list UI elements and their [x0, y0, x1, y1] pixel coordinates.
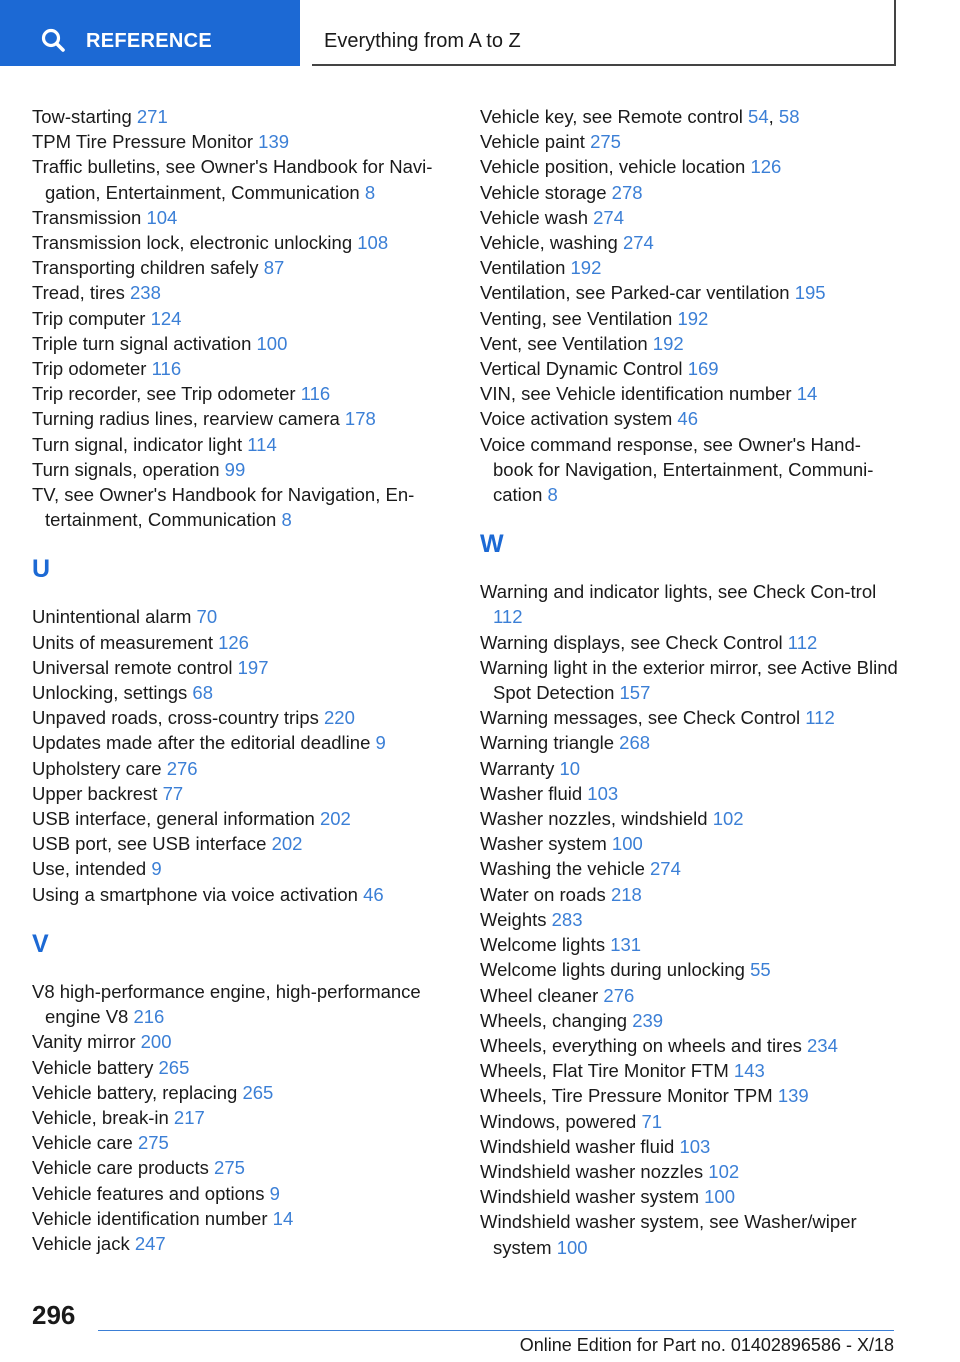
- page-link[interactable]: 202: [271, 833, 303, 855]
- index-entry-term: Warranty: [480, 757, 560, 779]
- index-entry: [480, 1159, 900, 1184]
- index-entry: [480, 1184, 900, 1209]
- index-entry-term: Windshield washer system: [480, 1186, 705, 1208]
- index-entry: [32, 306, 452, 331]
- index-entry: [480, 756, 900, 781]
- index-entry-term: Warning light in the exterior mirror, see Active Blind Spot Detection: [480, 656, 898, 704]
- index-entry: [480, 1209, 900, 1259]
- page-link[interactable]: 100: [556, 1236, 588, 1258]
- index-entry-term: Vertical Dynamic Control: [480, 358, 688, 380]
- page-link[interactable]: 124: [150, 307, 182, 329]
- index-entry: [32, 655, 452, 680]
- reference-tab-label: REFERENCE: [86, 30, 213, 52]
- index-entry: [32, 154, 452, 204]
- page-link[interactable]: 116: [151, 358, 182, 380]
- index-entry-term: Transmission lock, electronic unlocking: [32, 232, 358, 254]
- index-entry-term: Vehicle position, vehicle location: [480, 156, 751, 178]
- index-entry: [480, 983, 900, 1008]
- index-entry-term: Vehicle care products: [32, 1157, 215, 1179]
- index-entry: [480, 856, 900, 881]
- index-entry: [480, 230, 900, 255]
- index-entry-term: Ventilation, see Parked-car ventilation: [480, 282, 795, 304]
- index-entry-term: Trip computer: [32, 307, 151, 329]
- index-entry: [480, 579, 900, 629]
- index-entry-term: Ventilation: [480, 257, 571, 279]
- index-entry: [32, 1155, 452, 1180]
- index-entry: [32, 432, 452, 457]
- index-entry-term: USB interface, general information: [32, 808, 320, 830]
- index-entry-term: Voice activation system: [480, 408, 678, 430]
- index-entry-term: Updates made after the editorial deadline: [32, 732, 376, 754]
- page-link[interactable]: 116: [300, 383, 331, 405]
- page-link[interactable]: 68: [192, 682, 213, 704]
- index-entry-term: Trip odometer: [32, 358, 152, 380]
- page-link[interactable]: 247: [134, 1232, 166, 1254]
- index-entry: [32, 1029, 452, 1054]
- page-link[interactable]: 8: [364, 181, 376, 203]
- index-entry-term: Warning triangle: [480, 732, 620, 754]
- page-link[interactable]: 103: [679, 1135, 711, 1157]
- index-entry-term: Washer fluid: [480, 782, 588, 804]
- index-entry: [32, 205, 452, 230]
- index-entry: [480, 781, 900, 806]
- page-link[interactable]: 131: [610, 934, 642, 956]
- page-link[interactable]: 139: [258, 131, 290, 153]
- page-link[interactable]: 14: [272, 1207, 294, 1229]
- index-entry: [32, 1080, 452, 1105]
- page-link[interactable]: 197: [237, 656, 269, 678]
- page-link[interactable]: 54: [748, 106, 769, 127]
- page-link[interactable]: 126: [218, 631, 249, 653]
- index-entry-term: USB port, see USB interface: [32, 833, 272, 855]
- index-entry: [32, 104, 452, 129]
- index-entry-term: Vehicle paint: [480, 131, 591, 153]
- index-entry-term: V8 high-performance engine, high-performance engine V8: [32, 980, 421, 1028]
- index-entry: [480, 255, 900, 280]
- index-entry: [32, 331, 452, 356]
- index-entry-term: Trip recorder, see Trip odometer: [32, 383, 301, 405]
- index-entry-term: Wheels, Tire Pressure Monitor TPM: [480, 1085, 778, 1107]
- index-entry-term: Welcome lights: [480, 934, 611, 956]
- page-link[interactable]: 178: [344, 408, 376, 430]
- index-entry-term: Voice command response, see Owner's Hand-book for Navigation, Entertainment, Communi-cation: [480, 433, 874, 506]
- index-entry: [32, 856, 452, 881]
- index-entry: [480, 129, 900, 154]
- index-entry: [32, 680, 452, 705]
- index-entry-term: Traffic bulletins, see Owner's Handbook for Navi-gation, Entertainment, Communication: [32, 156, 433, 203]
- index-entry: [480, 1083, 900, 1108]
- index-entry: [480, 1008, 900, 1033]
- page-link[interactable]: 265: [158, 1056, 190, 1078]
- index-entry: [32, 604, 452, 629]
- index-entry: [480, 882, 900, 907]
- index-entry: [480, 957, 900, 982]
- index-entry-term: Tow-starting: [32, 106, 137, 127]
- page-link[interactable]: 100: [611, 833, 643, 855]
- page-link[interactable]: 278: [611, 181, 643, 203]
- index-column-left: [32, 104, 452, 1256]
- index-entry: Vehicle key, see Remote control 54, 58: [480, 106, 800, 127]
- index-entry: [480, 831, 900, 856]
- index-entry-term: Washer nozzles, windshield: [480, 808, 713, 830]
- index-entry-term: Vehicle storage: [480, 181, 612, 203]
- page-link[interactable]: 70: [196, 606, 218, 628]
- index-entry: [32, 482, 452, 532]
- index-entry: [480, 1109, 900, 1134]
- page-link[interactable]: 192: [652, 332, 684, 354]
- index-entry-term: Tread, tires: [32, 282, 131, 304]
- page-link[interactable]: 220: [324, 707, 355, 729]
- page-link[interactable]: 55: [750, 959, 771, 981]
- edition-note: Online Edition for Part no. 01402896586 - X/18: [519, 1335, 894, 1355]
- index-entry: [480, 306, 900, 331]
- page-link[interactable]: 104: [146, 206, 178, 228]
- page-link[interactable]: 238: [130, 282, 161, 304]
- index-entry: [480, 356, 900, 381]
- index-entry: [32, 1055, 452, 1080]
- index-entry: [32, 381, 452, 406]
- index-entry-term: Washing the vehicle: [480, 858, 651, 880]
- page-link[interactable]: 157: [619, 682, 651, 704]
- index-section-heading: U: [32, 555, 51, 584]
- page-link[interactable]: 103: [587, 782, 619, 804]
- index-entry-term: TPM Tire Pressure Monitor: [32, 131, 259, 153]
- index-entry: [32, 882, 452, 907]
- section-header: [312, 0, 896, 66]
- index-entry-term: Vehicle battery: [32, 1056, 159, 1078]
- index-entry: [480, 205, 900, 230]
- index-entry-term: Turning radius lines, rearview camera: [32, 408, 345, 430]
- search-icon: [40, 27, 66, 53]
- index-entry: [32, 781, 452, 806]
- index-entry: [32, 756, 452, 781]
- page-link[interactable]: 9: [151, 858, 162, 880]
- page-link[interactable]: 202: [319, 808, 351, 830]
- index-entry: [480, 180, 900, 205]
- page-link[interactable]: 239: [632, 1009, 664, 1031]
- index-entry: [480, 705, 900, 730]
- index-entry-term: Units of measurement: [32, 631, 219, 653]
- index-entry-term: Warning messages, see Check Control: [480, 707, 806, 729]
- index-entry: [480, 655, 900, 705]
- index-entry-term: Vanity mirror: [32, 1031, 141, 1053]
- index-entry-term: Unpaved roads, cross-country trips: [32, 707, 325, 729]
- page-link[interactable]: 283: [551, 908, 583, 930]
- page-link[interactable]: 87: [263, 257, 285, 279]
- index-entry: [32, 831, 452, 856]
- index-entry-term: Wheels, Flat Tire Monitor FTM: [480, 1060, 734, 1082]
- page-link[interactable]: 100: [704, 1186, 736, 1208]
- page-link[interactable]: 114: [247, 433, 277, 455]
- index-entry: [480, 154, 900, 179]
- index-entry-term: Turn signals, operation: [32, 458, 225, 480]
- page-link[interactable]: 10: [559, 757, 581, 779]
- index-entry-term: Wheels, changing: [480, 1009, 633, 1031]
- index-entry: [480, 932, 900, 957]
- footer-divider: [98, 1330, 894, 1331]
- page-link[interactable]: 143: [733, 1060, 765, 1082]
- index-entry: [32, 1206, 452, 1231]
- index-entry-term: TV, see Owner's Handbook for Navigation, En-tertainment, Communication: [32, 484, 415, 531]
- index-entry: [32, 1130, 452, 1155]
- index-entry-term: Vehicle wash: [480, 206, 594, 228]
- page-link[interactable]: 14: [796, 383, 818, 405]
- index-entry-term: Welcome lights during unlocking: [480, 959, 751, 981]
- page-link[interactable]: 275: [214, 1157, 245, 1179]
- page-link[interactable]: 77: [162, 782, 184, 804]
- index-entry-term: Water on roads: [480, 883, 611, 905]
- page-link[interactable]: 275: [590, 131, 621, 153]
- index-entry-term: Universal remote control: [32, 656, 238, 678]
- page-link[interactable]: 126: [750, 156, 782, 178]
- page-link[interactable]: 271: [136, 106, 168, 127]
- page-link[interactable]: 102: [708, 1160, 740, 1182]
- index-entry: [480, 1058, 900, 1083]
- index-entry-term: Unlocking, settings: [32, 682, 193, 704]
- index-entry-term: Vent, see Ventilation: [480, 332, 653, 354]
- index-entry: [480, 806, 900, 831]
- index-entry: [32, 280, 452, 305]
- page-link[interactable]: 217: [173, 1106, 205, 1128]
- page-number: 296: [32, 1300, 76, 1330]
- index-entry: [32, 730, 452, 755]
- index-entry-term: Vehicle, washing: [480, 232, 623, 254]
- index-entry-term: Warning and indicator lights, see Check Con-trol: [480, 581, 877, 603]
- index-entry-term: Wheels, everything on wheels and tires: [480, 1034, 808, 1056]
- page-link[interactable]: 102: [712, 808, 744, 830]
- index-entry-term: Triple turn signal activation: [32, 332, 257, 354]
- index-entry-term: Vehicle jack: [32, 1232, 135, 1254]
- page-link[interactable]: 234: [807, 1034, 838, 1056]
- index-entry-term: Vehicle key, see Remote control: [480, 106, 749, 127]
- index-entry-term: VIN, see Vehicle identification number: [480, 383, 797, 405]
- index-entry: [480, 730, 900, 755]
- index-entry: [32, 806, 452, 831]
- index-entry: [32, 1181, 452, 1206]
- index-entry: [480, 907, 900, 932]
- page-link[interactable]: 9: [375, 732, 386, 754]
- index-entry-term: Weights: [480, 908, 552, 930]
- index-entry-term: Windshield washer fluid: [480, 1135, 680, 1157]
- page-link[interactable]: 216: [133, 1006, 165, 1028]
- page-link[interactable]: 274: [650, 858, 681, 880]
- index-entry: [32, 255, 452, 280]
- index-entry-term: Transmission: [32, 206, 147, 228]
- page-link[interactable]: 46: [677, 408, 698, 430]
- page-link[interactable]: 200: [140, 1031, 172, 1053]
- section-title: Everything from A to Z: [324, 30, 521, 52]
- page-link[interactable]: 274: [622, 232, 654, 254]
- index-entry-term: Venting, see Ventilation: [480, 307, 678, 329]
- index-entry-term: Transporting children safely: [32, 257, 264, 279]
- page-link[interactable]: 46: [363, 883, 384, 905]
- page-link[interactable]: 169: [687, 358, 719, 380]
- page-link[interactable]: 139: [777, 1085, 809, 1107]
- index-entry: [32, 1105, 452, 1130]
- index-entry: [32, 705, 452, 730]
- index-entry-term: Use, intended: [32, 858, 152, 880]
- page-link[interactable]: 265: [242, 1081, 274, 1103]
- index-entry: [480, 331, 900, 356]
- index-entry: [32, 457, 452, 482]
- index-entry-term: Warning displays, see Check Control: [480, 631, 788, 653]
- page-link[interactable]: 108: [357, 232, 389, 254]
- index-entry-term: Unintentional alarm: [32, 606, 197, 628]
- index-entry-term: Windows, powered: [480, 1110, 642, 1132]
- index-entry-term: Vehicle battery, replacing: [32, 1081, 243, 1103]
- page-link[interactable]: 268: [619, 732, 651, 754]
- page-link[interactable]: 192: [570, 257, 602, 279]
- page-link[interactable]: 276: [166, 757, 198, 779]
- index-entry-term: Washer system: [480, 833, 612, 855]
- page-link[interactable]: 195: [794, 282, 826, 304]
- page-link[interactable]: 58: [778, 106, 800, 127]
- page-link[interactable]: 8: [547, 484, 558, 506]
- page-link[interactable]: 112: [787, 631, 818, 653]
- index-entry: [32, 630, 452, 655]
- page-link[interactable]: 100: [256, 332, 288, 354]
- index-entry: [480, 1033, 900, 1058]
- page-link[interactable]: 71: [641, 1110, 663, 1132]
- page-link[interactable]: 276: [603, 984, 635, 1006]
- index-entry: [32, 356, 452, 381]
- index-entry: [480, 406, 900, 431]
- page-link[interactable]: 112: [805, 707, 835, 729]
- page-link[interactable]: 8: [281, 509, 292, 531]
- index-entry-term: Vehicle care: [32, 1132, 138, 1154]
- index-entry: [480, 1134, 900, 1159]
- index-entry: [480, 280, 900, 305]
- index-entry: [32, 979, 452, 1029]
- index-entry: [32, 129, 452, 154]
- page-link[interactable]: 275: [137, 1132, 169, 1154]
- page-link[interactable]: 99: [224, 458, 246, 480]
- index-entry-term: Upholstery care: [32, 757, 167, 779]
- index-entry: [32, 406, 452, 431]
- index-entry-term: Upper backrest: [32, 782, 163, 804]
- index-section-heading: V: [32, 929, 49, 958]
- page-link[interactable]: 274: [593, 206, 624, 228]
- index-section-heading: W: [480, 530, 504, 559]
- index-entry-term: Vehicle identification number: [32, 1207, 273, 1229]
- page-link[interactable]: 9: [269, 1182, 280, 1204]
- index-entry-term: Wheel cleaner: [480, 984, 604, 1006]
- index-entry-term: Vehicle, break-in: [32, 1106, 174, 1128]
- index-entry: [480, 381, 900, 406]
- index-entry: [480, 630, 900, 655]
- index-entry-term: Using a smartphone via voice activation: [32, 883, 364, 905]
- index-entry: [32, 1231, 452, 1256]
- index-entry: [480, 432, 900, 508]
- index-entry-term: Windshield washer nozzles: [480, 1160, 709, 1182]
- page-link[interactable]: 218: [610, 883, 642, 905]
- index-entry-term: Turn signal, indicator light: [32, 433, 248, 455]
- index-entry: [32, 230, 452, 255]
- index-entry-term: Windshield washer system, see Washer/wiper system: [480, 1211, 857, 1258]
- page-link[interactable]: 192: [677, 307, 709, 329]
- index-entry-term: Vehicle features and options: [32, 1182, 270, 1204]
- reference-tab[interactable]: [0, 0, 300, 66]
- index-column-right: [480, 104, 900, 1260]
- page-link[interactable]: 112: [493, 606, 523, 628]
